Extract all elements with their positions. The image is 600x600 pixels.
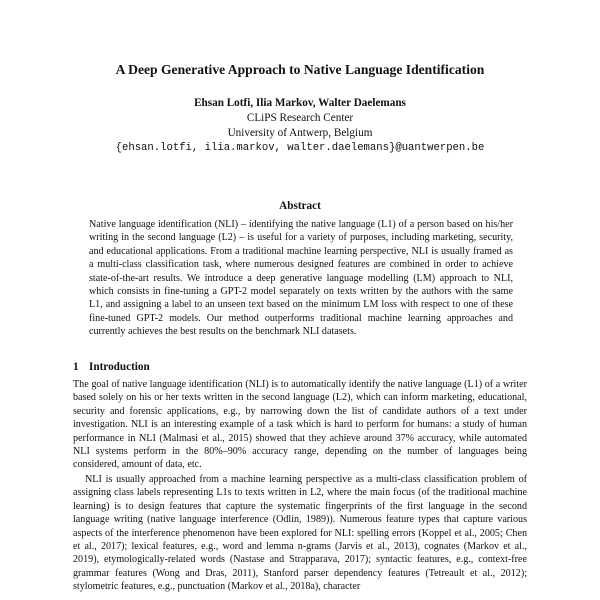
intro-paragraph-2: NLI is usually approached from a machine learning perspective as a multi-class classification problem of assigning class labels representing L1s to texts written in L2, where the main focus (of the traditional machine learning) is to design features that capture the systematic fingerprints of the first language in the second language writing (native language interference (Odlin, 1989)). Numerous feature types that capture various aspects of the interference phenomenon have been explored for NLI: spelling errors (Koppel et al., 2005; Chen et al., 2017); lexical features, e.g., word and lemma n-grams (Jarvis et al., 2013), cognates (Markov et al., 2019), etymologically-related words (Nastase and Strapparava, 2017); syntactic features, e.g., context-free grammar features (Wong and Dras, 2011), Stanford parser dependency features (Tetreault et al., 2012); stylometric features, e.g., punctuation (Markov et al., 2018a), character [73,474,527,593]
section-heading [73,361,150,373]
author-block [0,96,600,156]
paper-title: A Deep Generative Approach to Native Language Identification [115,62,485,77]
affiliation-university: University of Antwerp, Belgium [227,127,373,139]
section-number: 1 [73,361,79,373]
abstract-text: Native language identification (NLI) – identifying the native language (L1) of a person based on his/her writing in the second language (L2) – is useful for a variety of purposes, including marketing, security, and educational applications. From a traditional machine learning perspective, NLI is usually framed as a multi-class classification task, where numerous designed features are combined in order to achieve state-of-the-art results. We introduce a deep generative language modelling (LM) approach to NLI, which consists in fine-tuning a GPT-2 model separately on texts written by the authors with the same L1, and assigning a label to an unseen text based on the minimum LM loss with respect to one of these fine-tuned GPT-2 models. Our method outperforms traditional machine learning approaches and currently achieves the best results on the benchmark NLI datasets. [89,219,513,338]
section-title: Introduction [89,361,150,373]
intro-paragraph-1: The goal of native language identification (NLI) is to automatically identify the native language (L1) of a writer based solely on his or her texts written in the second language (L2), which can inform marketing, educational, security and forensic applications, e.g., by narrowing down the list of candidate authors of a text under investigation. NLI is an interesting example of a task which is hard to perform for humans: a study of human performance in NLI (Malmasi et al., 2015) showed that they achieve around 37% accuracy, while automated NLI systems perform in the 80%–90% accuracy range, depending on the number of languages being considered, amount of data, etc. [73,379,527,471]
author-names: Ehsan Lotfi, Ilia Markov, Walter Daelemans [194,97,406,109]
abstract-heading: Abstract [279,200,321,212]
affiliation-center: CLiPS Research Center [246,112,354,124]
author-emails: {ehsan.lotfi, ilia.markov, walter.daelemans}@uantwerpen.be [115,142,485,154]
